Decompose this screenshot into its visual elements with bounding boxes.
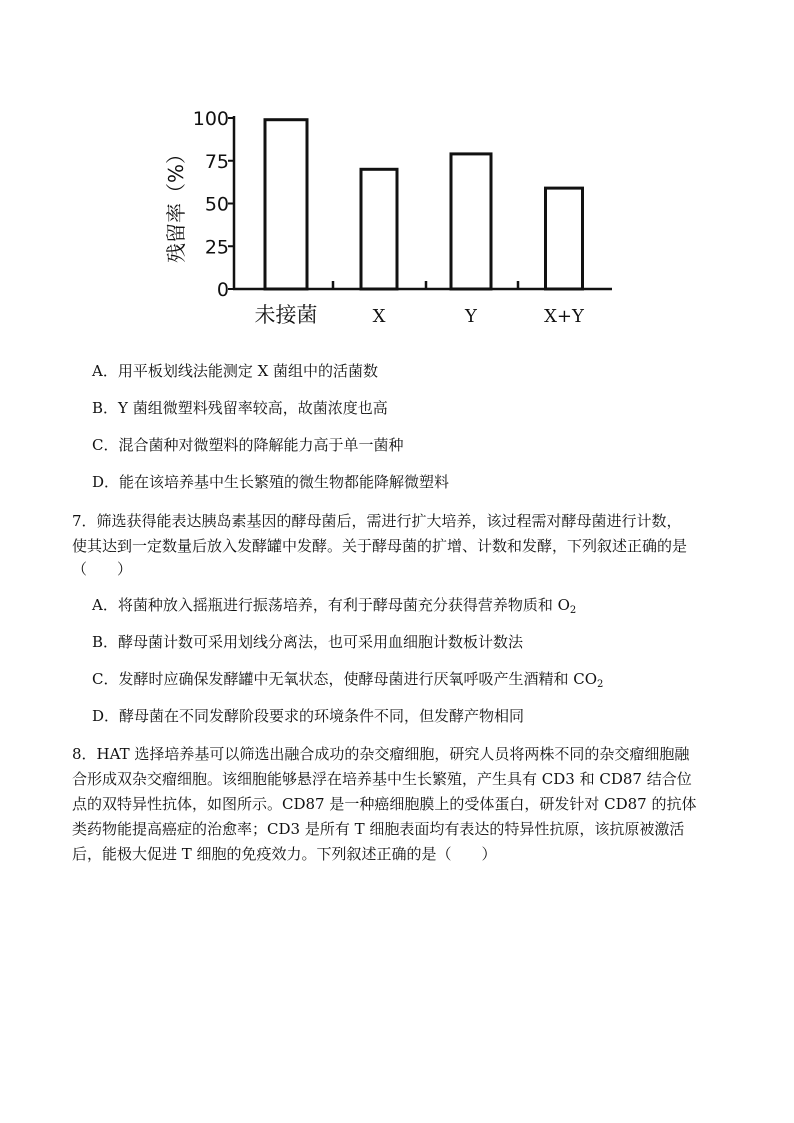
- bar-3: [546, 188, 583, 289]
- x-category-label: 未接菌: [254, 303, 318, 327]
- bar-1: [361, 169, 397, 289]
- y-axis-label: 残留率（%）: [164, 143, 188, 264]
- q8-stem-line-1: 8．HAT 选择培养基可以筛选出融合成功的杂交瘤细胞，研究人员将两株不同的杂交瘤细胞融: [72, 745, 690, 763]
- q7-stem-line-1: 7．筛选获得能表达胰岛素基因的酵母菌后，需进行扩大培养，该过程需对酵母菌进行计数，: [72, 512, 682, 530]
- q8-stem-line-3: 点的双特异性抗体，如图所示。CD87 是一种癌细胞膜上的受体蛋白，研发针对 CD87 的抗体: [72, 795, 697, 813]
- q6-option-b: B．Y 菌组微塑料残留率较高，故菌浓度也高: [92, 399, 388, 417]
- q8-stem-line-2: 合形成双杂交瘤细胞。该细胞能够悬浮在培养基中生长繁殖，产生具有 CD3 和 CD87 结合位: [72, 770, 692, 788]
- y-tick-label: 50: [204, 193, 229, 216]
- q7-option-a: A．将菌种放入摇瓶进行振荡培养，有利于酵母菌充分获得营养物质和 $O_2$: [92, 596, 577, 616]
- chart-bars: [265, 120, 583, 289]
- q6-option-d: D．能在该培养基中生长繁殖的微生物都能降解微塑料: [92, 473, 450, 491]
- y-tick-label: 100: [192, 108, 229, 130]
- q7-stem-line-2: 使其达到一定数量后放入发酵罐中发酵。关于酵母菌的扩增、计数和发酵，下列叙述正确的是: [72, 537, 688, 555]
- y-tick-label: 75: [204, 150, 229, 173]
- q6-option-a: A．用平板划线法能测定 X 菌组中的活菌数: [92, 362, 379, 380]
- q7-option-c: C．发酵时应确保发酵罐中无氧状态，使酵母菌进行厌氧呼吸产生酒精和 $CO_2$: [92, 670, 604, 690]
- x-category-label: Y: [465, 306, 477, 327]
- bar-0: [265, 120, 307, 289]
- q7-stem-line-3: （ ）: [72, 560, 133, 578]
- q8-stem-line-4: 类药物能提高癌症的治愈率；CD3 是所有 T 细胞表面均有表达的特异性抗原，该抗原被激活: [72, 820, 685, 838]
- bar-2: [451, 154, 491, 289]
- q8-stem-line-5: 后，能极大促进 T 细胞的免疫效力。下列叙述正确的是（ ）: [72, 845, 497, 863]
- x-category-label: X+Y: [544, 306, 584, 327]
- x-category-label: X: [372, 306, 386, 327]
- y-tick-label: 0: [216, 279, 229, 301]
- q6-option-c: C．混合菌种对微塑料的降解能力高于单一菌种: [92, 436, 404, 454]
- q7-option-d: D．酵母菌在不同发酵阶段要求的环境条件不同，但发酵产物相同: [92, 707, 525, 725]
- y-tick-label: 25: [204, 236, 229, 259]
- q7-option-b: B．酵母菌计数可采用划线分离法，也可采用血细胞计数板计数法: [92, 633, 524, 651]
- residual-rate-bar-chart: [150, 100, 630, 340]
